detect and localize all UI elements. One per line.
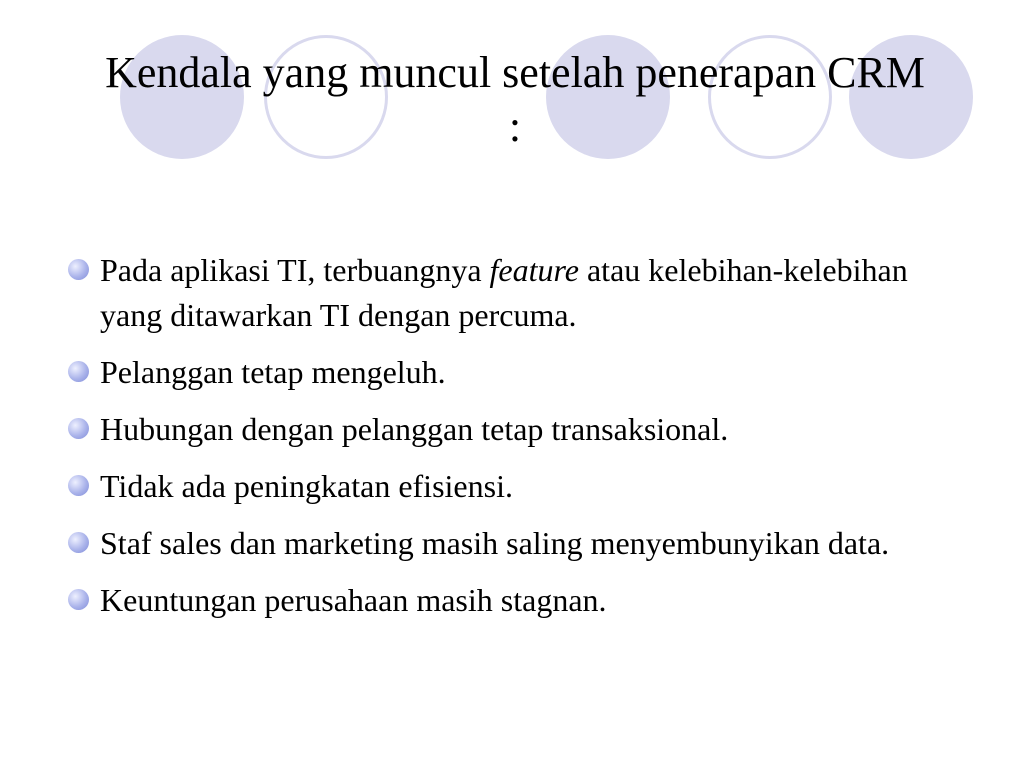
- bullet-item: [66, 464, 966, 509]
- bullet-dot-icon: [68, 259, 89, 280]
- bullet-dot-icon: [68, 361, 89, 382]
- bullet-item: [66, 350, 966, 395]
- bullet-dot-icon: [68, 589, 89, 610]
- bullet-item: [66, 248, 966, 338]
- bullet-list: [66, 248, 966, 635]
- bullet-text: Pelanggan tetap mengeluh.: [100, 354, 446, 390]
- bullet-text: Tidak ada peningkatan efisiensi.: [100, 468, 513, 504]
- bullet-dot-icon: [68, 418, 89, 439]
- bullet-dot-icon: [68, 532, 89, 553]
- bullet-emphasis: feature: [489, 252, 579, 288]
- bullet-text: Pada aplikasi TI, terbuangnya: [100, 252, 490, 288]
- bullet-text: atau kelebihan-kelebihan yang ditawarkan TI dengan percuma.: [100, 252, 908, 333]
- bullet-item: [66, 407, 966, 452]
- slide-title: Kendala yang muncul setelah penerapan CRM :: [105, 48, 925, 151]
- bullet-text: Staf sales dan marketing masih saling menyembunyikan data.: [100, 525, 890, 561]
- bullet-dot-icon: [68, 475, 89, 496]
- bullet-text: Hubungan dengan pelanggan tetap transaksional.: [100, 411, 729, 447]
- bullet-item: [66, 521, 966, 566]
- bullet-item: [66, 578, 966, 623]
- bullet-text: Keuntungan perusahaan masih stagnan.: [100, 582, 607, 618]
